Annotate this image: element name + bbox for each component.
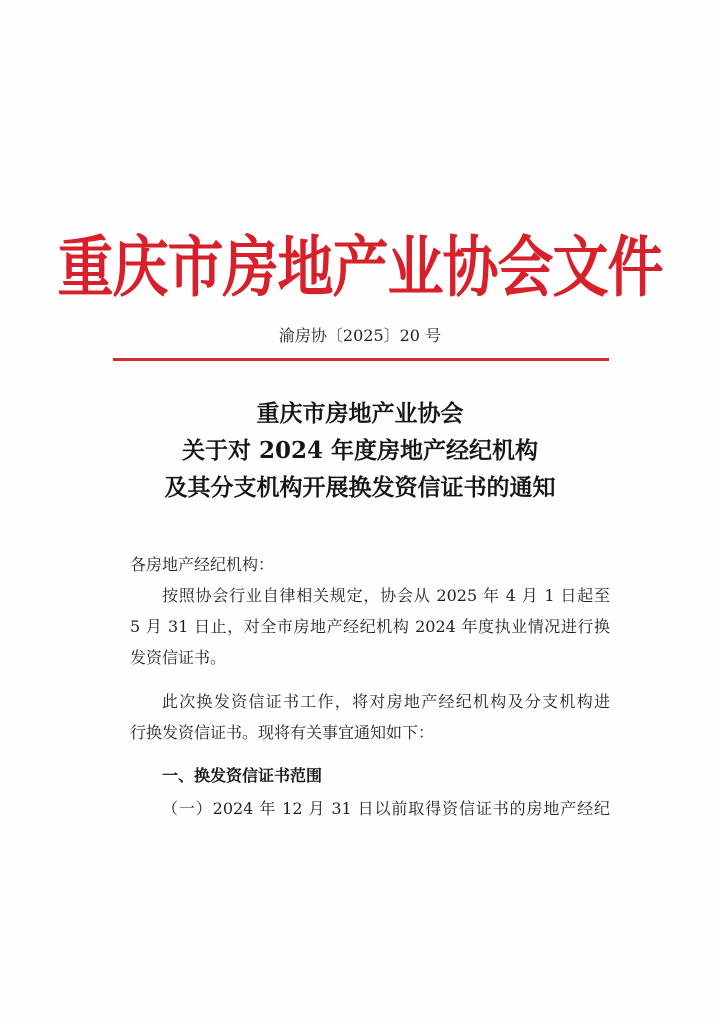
notice-title-line-3: 及其分支机构开展换发资信证书的通知 (164, 474, 556, 501)
salutation: 各房地产经纪机构： (130, 555, 275, 574)
red-separator-line (113, 358, 609, 361)
document-number: 渝房协〔2025〕20 号 (278, 326, 442, 345)
paragraph-1-line-1: 按照协会行业自律相关规定，协会从 2025 年 4 月 1 日起至 (162, 586, 610, 605)
notice-title (0, 395, 720, 506)
notice-title-line-2: 关于对 2024 年度房地产经纪机构 (181, 437, 539, 464)
paragraph-2-line-2: 行换发资信证书。现将有关事宜通知如下： (130, 723, 435, 742)
section-1-heading: 一、换发资信证书范围 (162, 766, 323, 785)
notice-title-line-1: 重庆市房地产业协会 (256, 400, 464, 427)
paragraph-1-line-3: 发资信证书。 (130, 648, 227, 667)
section-1-item-1-line-1: （一）2024 年 12 月 31 日以前取得资信证书的房地产经纪 (162, 799, 610, 818)
issuer-header-title: 重庆市房地产业协会文件 (57, 228, 663, 307)
paragraph-2-line-1: 此次换发资信证书工作，将对房地产经纪机构及分支机构进 (162, 692, 610, 711)
paragraph-1-line-2: 5 月 31 日止，对全市房地产经纪机构 2024 年度执业情况进行换 (130, 617, 610, 636)
